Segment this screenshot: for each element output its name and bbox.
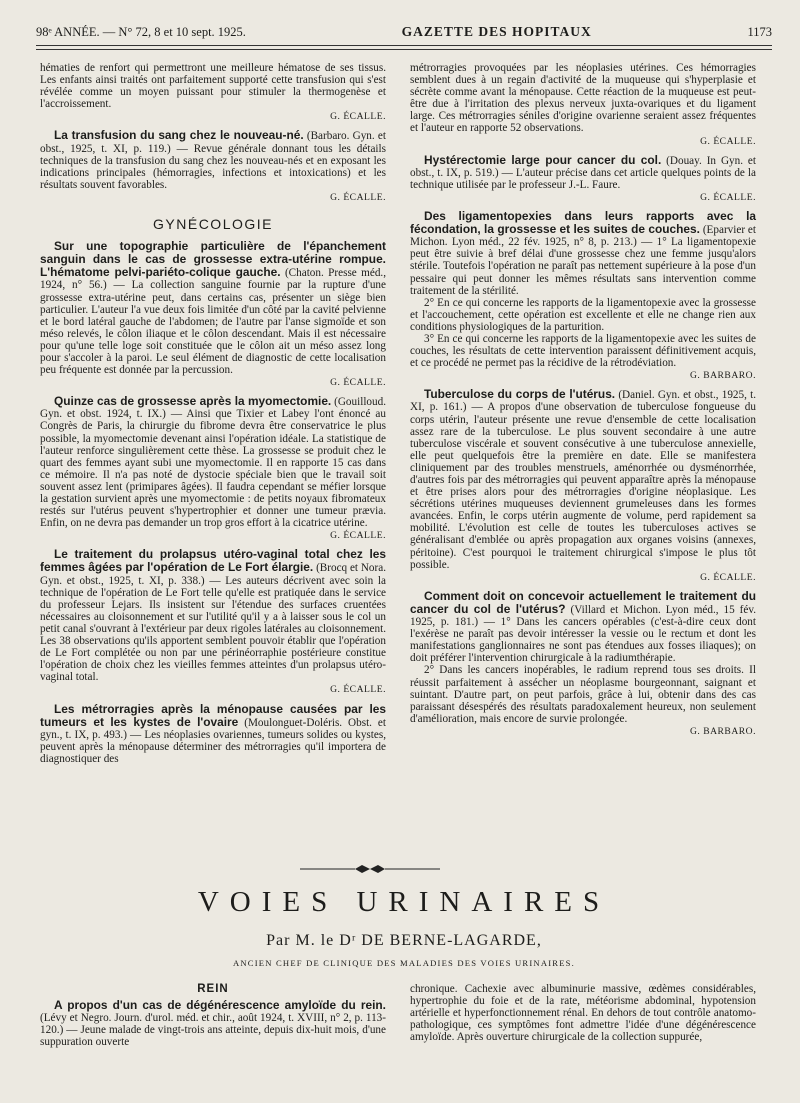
author-title: ANCIEN CHEF DE CLINIQUE DES MALADIES DES VOIES URINAIRES. bbox=[232, 958, 576, 968]
article-body: (Moulonguet-Doléris. Obst. et gyn., t. IX, p. 493.) — Les néoplasies ovariennes, tumeurs solides ou kystes, peuvent après la ménopause déterminer des métrorragies qu'il importera de diagnostiquer des bbox=[40, 716, 386, 765]
article-body: (Brocq et Nora. Gyn. et obst., 1925, t. XI, p. 338.) — Les auteurs décrivent avec soin la technique de l'opération de Le Fort telle qu'elle est pratiquée dans le service du professeur Lejars. Ils insistent sur l'étendue des surfaces cruentées nécessaires au cloisonnement et sur l'utilité qu'il y a à laisser sous le col un petit canal s'ouvrant à l'extérieur par deux rigoles latérales au cloisonnement. Les 38 observations qu'ils apportent semblent pouvoir établir que l'opération de Le Fort complétée ou non par une périnéorraphie postérieure constitue l'opération de choix chez les vieilles femmes atteintes d'un prolapsus utéro-vaginal total. bbox=[40, 562, 386, 684]
signature: G. BARBARO. bbox=[689, 725, 756, 737]
article-body: (Barbaro. Gyn. et obst., 1925, t. XI, p. 119.) — Revue générale donnant tous les détails techniques de la transfusion du sang chez les nouveau-nés et en exposant les indications principales (hémorragies, infections et intoxications) et les résultats souvent favorables. bbox=[40, 130, 386, 191]
article-title: A propos d'un cas de dégénérescence amyloïde du rein. bbox=[54, 998, 386, 1013]
article-paragraph: 3° En ce qui concerne les rapports de la ligamentopexie avec les suites de couches, les résultats de cette intervention paraissent définitivement acquis, et ce procédé ne permet pas la récidive de la rétrodéviation. bbox=[410, 332, 756, 370]
article-title: Le traitement du prolapsus utéro-vaginal total chez les femmes âgées par l'opération de Le Fort élargie. bbox=[40, 547, 386, 575]
continued-text: chronique. Cachexie avec albuminurie massive, œdèmes considérables, hypertrophie du foie et de la rate, météorisme abdominal, hypotension artérielle et hyperfonctionnement rénal. En dehors de tout contrôle anatomo-pathologique, ces symptômes font admettre l'idée d'une dégénérescence amyloïde. Après ouverture chirurgicale de la collection suppurée, bbox=[410, 983, 756, 1044]
header-rule-top bbox=[36, 45, 772, 46]
article-body: (Gouilloud. Gyn. et obst. 1924, t. IX.) — Ainsi que Tixier et Labey l'ont énoncé au Congrès de Paris, la chirurgie du fibrome devra être conservatrice le plus possible, la myomectomie devenant ainsi l'opération idéale. La statistique de l'auteur renforce singulièrement cette thèse. La grossesse se produit chez le quart des femmes ayant subi une myomectomie. Il en rapporte 15 cas dans ce mémoire. Il n'a pas noté de dystocie spéciale bien que le travail soit souvent assez lent (primipares âgées). Il faudra cependant se méfier lorsque la gestation survient après une myomectomie : de petits noyaux fibromateux restés sur l'utérus peuvent s'hypertrophier et donner une tumeur prævia. Enfin, on ne devra pas demander un trop gros effort à la cicatrice utérine. bbox=[40, 396, 387, 530]
article-title: Quinze cas de grossesse après la myomectomie. bbox=[54, 394, 332, 409]
section-author: Par M. le Dʳ DE BERNE-LAGARDE, bbox=[266, 932, 542, 949]
article-transfusion bbox=[40, 129, 386, 190]
article-paragraph: 2° Dans les cancers inopérables, le radium reprend tous ses droits. Il réussit parfaitement à assécher un néoplasme bourgeonnant, saignant et suintant. D'autre part, on peut parfois, grâce à lui, obtenir dans des cas paraissant désespérés des résultats paradoxalement heureux, non seulement d'amélioration, mais encore de survie prolongée. bbox=[410, 664, 756, 725]
section-title-voies-urinaires: VOIES URINAIRES bbox=[197, 886, 611, 918]
article-body: (Lévy et Negro. Journ. d'urol. méd. et chir., août 1924, t. XVIII, n° 2, p. 113-120.) — Jeune malade de vingt-trois ans atteinte, depuis dix-huit mois, d'une suppuration ouverte bbox=[40, 1012, 386, 1049]
article-title: Comment doit on concevoir actuellement le traitement du cancer du col de l'utérus? bbox=[410, 588, 756, 616]
signature: G. ÉCALLE. bbox=[700, 135, 756, 147]
signature: G. ÉCALLE. bbox=[700, 571, 756, 583]
signature: G. ÉCALLE. bbox=[700, 191, 756, 203]
issue-info: 98ᵉ ANNÉE. — N° 72, 8 et 10 sept. 1925. bbox=[36, 25, 246, 39]
article-title: Des ligamentopexies dans leurs rapports avec la fécondation, la grossesse et les suites de couches. bbox=[410, 209, 756, 237]
article-title: La transfusion du sang chez le nouveau-né. bbox=[54, 128, 304, 143]
continued-text: métrorragies provoquées par les néoplasies utérines. Ces hémorragies semblent dues à un regain d'activité de la muqueuse qui s'hyperplasie et sécrète comme avant la ménopause. Cette réaction de la muqueuse est peut-être due à l'irritation des plexus nerveux juxta-ovariques et du ligament large. Ces métrorragies séniles d'origine ovarienne seraient assez fréquentes et l'auteur en rapporte 52 observations. bbox=[410, 62, 756, 135]
article-paragraph: 2° En ce qui concerne les rapports de la ligamentopexie avec la grossesse et l'accouchement, cette opération est excellente et elle ne change rien aux conditions physiologiques de la parturition. bbox=[410, 296, 756, 333]
header-rule-bottom bbox=[36, 49, 772, 50]
article-myomectomie bbox=[40, 395, 386, 529]
ornament-divider bbox=[300, 862, 440, 876]
running-header bbox=[36, 24, 772, 42]
article-body: (Chaton. Presse méd., 1924, n° 56.) — La collection sanguine fournie par la rupture d'une grossesse extra-utérine peut, dans certains cas, présenter un siège bien particulier. L'auteur l'a vue deux fois limitée d'un côté par la cavité pelvienne et le bord latéral gauche de l'abdomen; de l'autre par l'anse sigmoïde et son méso relevés, le côlon iliaque et le côlon descendant. Mais il est nécessaire pour qu'une telle loge soit constituée que le côlon ait un méso assez long pour s'accoler à la paroi. Le seul élément de diagnostic de cette localisation peu fréquente est donnée par la percussion. bbox=[40, 267, 387, 377]
article-title: Sur une topographie particulière de l'épanchement sanguin dans le cas de grossesse extra-utérine rompue. L'hématome pelvi-pariéto-colique gauche. bbox=[40, 239, 386, 280]
right-column bbox=[410, 62, 756, 741]
section-heading-gynecologie: GYNÉCOLOGIE bbox=[153, 216, 273, 233]
article-body: (Eparvier et Michon. Lyon méd., 22 fév. 1925, n° 8, p. 213.) — 1° La ligamentopexie peut être suivie à bref délai d'une grossesse chez une femme jusqu'alors stérile. Toutefois l'opération ne paraît pas nettement supérieure à la pose d'un pessaire qui peut donner les mêmes résultats sans intervention comme traitement de la stérilité. bbox=[410, 224, 757, 297]
article-hematome bbox=[40, 240, 386, 376]
article-body: (Douay. In Gyn. et obst., t. IX, p. 519.) — L'auteur précise dans cet article quelques points de la technique utilisée par le professeur J.-L. Faure. bbox=[410, 154, 756, 191]
bottom-left-column bbox=[40, 983, 386, 1048]
article-body: (Villard et Michon. Lyon méd., 15 fév. 1925, p. 181.) — 1° Dans les cancers opérables (c'est-à-dire ceux dont l'exérèse ne paraît pas devoir intéresser la vessie ou le rectum et dont les manifestations ganglionnaires ne sont pas étendues aux fosses iliaques); on doit préférer l'intervention chirurgicale à la radiumthérapie. bbox=[410, 603, 757, 665]
article-title: Les métrorragies après la ménopause causées par les tumeurs et les kystes de l'ovaire bbox=[40, 701, 386, 729]
article-prolapsus bbox=[40, 548, 386, 683]
article-title: Tuberculose du corps de l'utérus. bbox=[424, 387, 616, 402]
article-ligamentopexies bbox=[410, 210, 756, 297]
signature: G. ÉCALLE. bbox=[330, 377, 386, 389]
page-number: 1173 bbox=[747, 25, 772, 39]
journal-title: GAZETTE DES HOPITAUX bbox=[401, 24, 592, 39]
signature: G. ÉCALLE. bbox=[330, 530, 386, 542]
bottom-right-column bbox=[410, 983, 756, 1043]
signature: G. ÉCALLE. bbox=[330, 191, 386, 203]
article-amyloide bbox=[40, 999, 386, 1048]
signature: G. ÉCALLE. bbox=[330, 111, 386, 123]
signature: G. ÉCALLE. bbox=[330, 684, 386, 696]
left-column bbox=[40, 62, 386, 765]
article-hysterectomie bbox=[410, 154, 756, 191]
signature: G. BARBARO. bbox=[689, 370, 756, 382]
article-tuberculose bbox=[410, 388, 756, 570]
article-cancer-col bbox=[410, 590, 756, 665]
article-title: Hystérectomie large pour cancer du col. bbox=[424, 152, 662, 167]
subheading-rein: REIN bbox=[197, 983, 229, 995]
article-metrorragies bbox=[40, 703, 386, 765]
article-body: (Daniel. Gyn. et obst., 1925, t. XI, p. 161.) — A propos d'une observation de tuberculose fongueuse du corps utérin, l'auteur présente une revue d'ensemble de cette localisation assez rare de la tuberculose. Le plus souvent secondaire à une autre tuberculose viscérale et souvent consécutive à une tuberculose annexielle, elle peut quelquefois être la première en date. Elle se manifestera cliniquement par des troubles menstruels, aménorrhée ou dysménorrhée, d'autres fois par des métrorragies qui peuvent apparaître après la ménopause et être prises alors pour des métrorragies d'origine néoplasique. Les sécrétions utérines muqueuses deviennent grumeleuses dans les formes avancées. Enfin, le corps utérin augmente de volume, perd rapidement sa mobilité. L'évolution est celle de toutes les tuberculoses actives se généralisant d'emblée ou après propagation aux organes voisins (annexes, péritoine). C'est pourquoi le traitement chirurgical s'impose le plus tôt possible. bbox=[410, 389, 757, 571]
intro-text: hématies de renfort qui permettront une meilleure hématose de ses tissus. Les enfants ainsi traités ont parfaitement supporté cette transfusion qui s'est révélée comme un moyen puissant pour stimuler la thermogenèse et l'accroissement. bbox=[40, 62, 386, 111]
